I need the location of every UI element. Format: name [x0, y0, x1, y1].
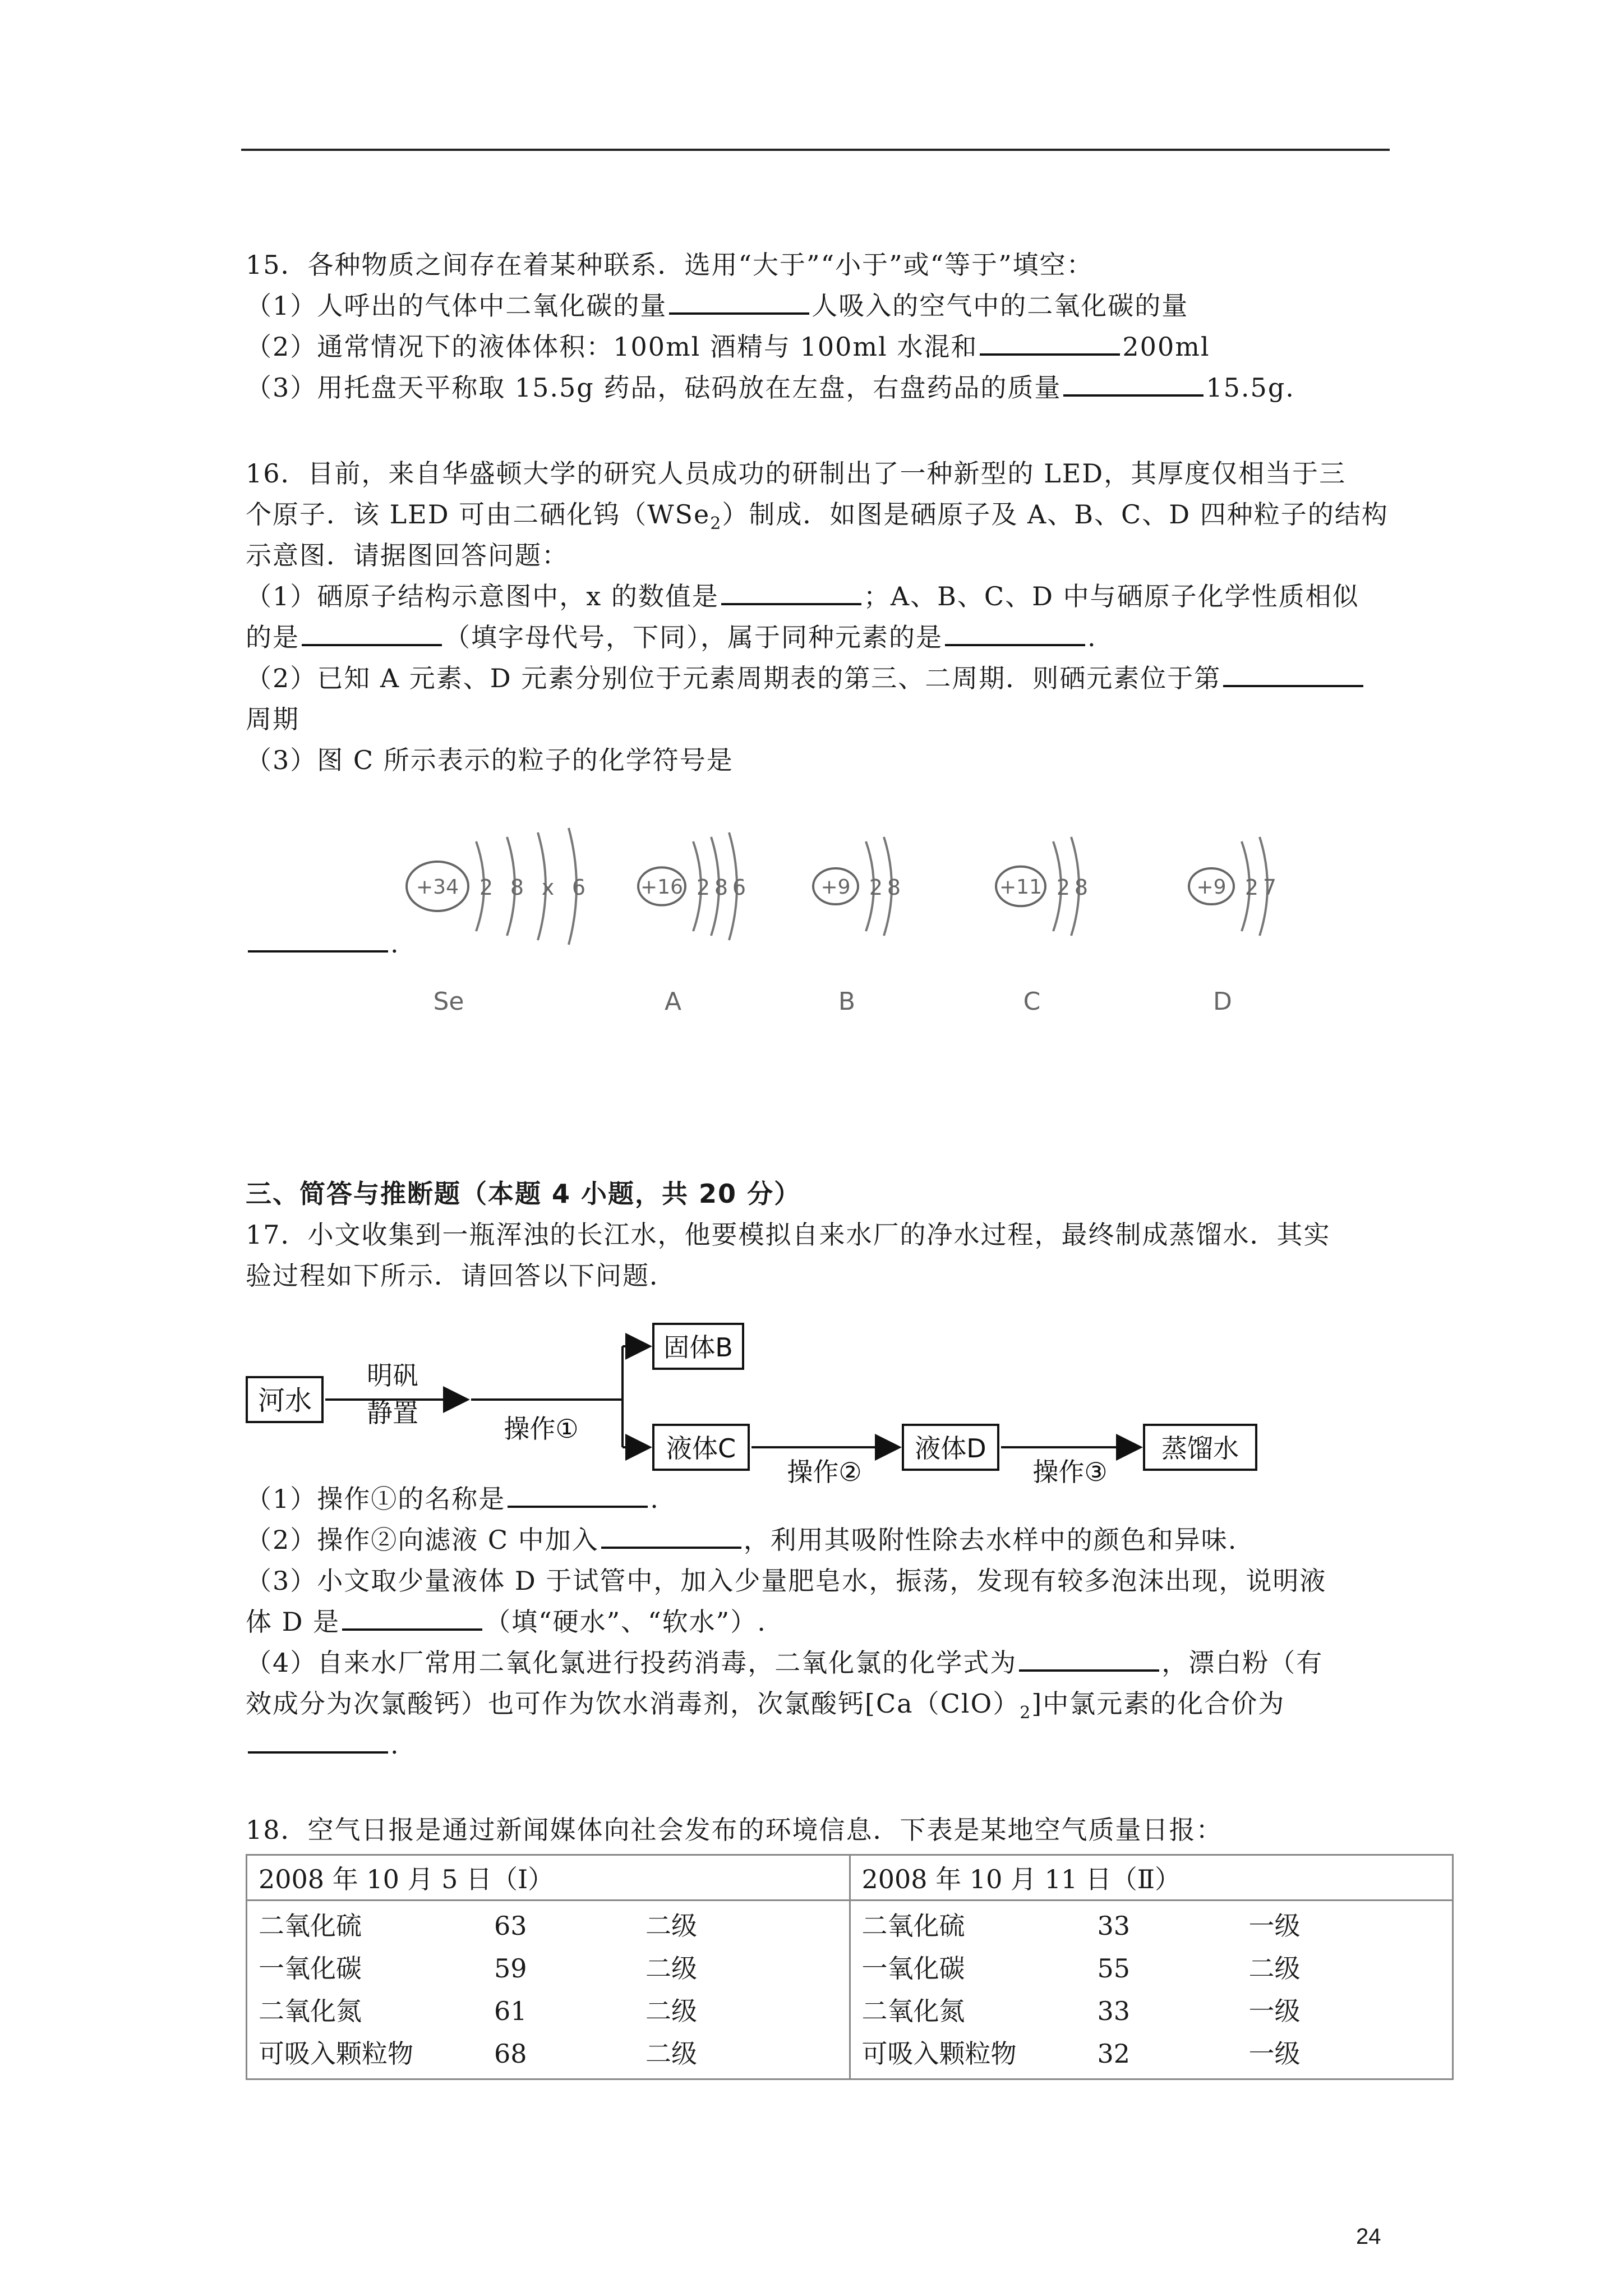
section-3-title: 三、简答与推断题（本题 4 小题，共 20 分） [246, 1179, 801, 1209]
reading-grade: 二级 [645, 2039, 697, 2069]
atom-diagram-c [996, 837, 1088, 1016]
air-quality-table [246, 1854, 1454, 2080]
reading-grade: 二级 [645, 1911, 697, 1941]
distilled-water-label: 蒸馏水 [1161, 1433, 1239, 1464]
atom-diagram-b [813, 837, 901, 1016]
shell-electron-count: 8 [887, 875, 901, 900]
shell-electron-count: 2 [696, 875, 711, 900]
q17-sub4-line3: . [246, 1727, 400, 1763]
table-row [862, 1947, 1441, 1990]
right-readings [850, 1901, 1453, 2079]
river-water-label: 河水 [257, 1385, 312, 1416]
left-date-header: 2008 年 10 月 5 日（Ⅰ） [247, 1855, 850, 1901]
answer-blank[interactable] [508, 1481, 648, 1508]
atom-label: D [1213, 987, 1232, 1016]
shell-electron-count: 8 [714, 875, 728, 900]
table-row [862, 1904, 1441, 1947]
q17-line2: 验过程如下所示．请回答以下问题． [246, 1260, 676, 1291]
q15-stem: 15．各种物质之间存在着某种联系．选用“大于”“小于”或“等于”填空： [246, 250, 1094, 280]
answer-blank[interactable] [1223, 660, 1363, 687]
water-purification-flowchart [241, 1318, 1307, 1487]
op2-label: 操作② [787, 1457, 862, 1487]
liquid-d-label: 液体D [915, 1433, 986, 1464]
table-row [862, 1990, 1441, 2032]
answer-blank[interactable] [1063, 370, 1204, 397]
alum-label: 明矾 [367, 1360, 418, 1391]
reading-name: 可吸入颗粒物 [861, 2039, 1017, 2069]
shell-electron-count: 2 [1056, 875, 1071, 900]
answer-blank[interactable] [721, 578, 861, 605]
reading-value: 33 [1097, 1996, 1131, 2026]
shell-electron-count: 8 [1074, 875, 1089, 900]
atom-label: A [664, 987, 682, 1016]
left-readings [247, 1901, 850, 2079]
settle-label: 静置 [367, 1398, 418, 1428]
op1-label: 操作① [504, 1414, 579, 1444]
table-row [862, 2032, 1441, 2075]
table-row [259, 2032, 838, 2075]
q16-line3: 示意图．请据图回答问题： [246, 540, 569, 570]
shell-electron-count: 2 [479, 875, 494, 900]
q16-line9: . [246, 926, 400, 961]
q16-line1: 16．目前，来自华盛顿大学的研究人员成功的研制出了一种新型的 LED，其厚度仅相当于三 [246, 458, 1347, 489]
reading-grade: 一级 [1248, 1996, 1301, 2026]
shell-electron-count: 6 [571, 875, 586, 900]
reading-value: 68 [494, 2039, 527, 2069]
shell-electron-count: 2 [1244, 875, 1259, 900]
answer-blank[interactable] [302, 619, 442, 646]
reading-name: 可吸入颗粒物 [259, 2039, 413, 2069]
reading-value: 61 [494, 1996, 527, 2026]
nucleus-charge: +9 [1196, 876, 1227, 899]
table-row [259, 1947, 838, 1990]
shell-electron-count: 2 [869, 875, 883, 900]
reading-value: 63 [494, 1911, 527, 1941]
shell-electron-count: 7 [1262, 875, 1277, 900]
nucleus-charge: +9 [820, 876, 851, 899]
reading-value: 55 [1097, 1953, 1131, 1984]
reading-value: 32 [1097, 2039, 1131, 2069]
answer-blank[interactable] [669, 288, 809, 315]
q17-sub1: （1）操作①的名称是 . [246, 1481, 660, 1517]
answer-blank[interactable] [248, 926, 388, 953]
reading-name: 二氧化氮 [861, 1996, 965, 2026]
reading-name: 一氧化碳 [861, 1953, 965, 1984]
nucleus-charge: +11 [999, 876, 1042, 899]
atom-diagram-a [638, 832, 746, 1016]
table-row [259, 1990, 838, 2032]
q16-line6: （2）已知 A 元素、D 元素分别位于元素周期表的第三、二周期．则硒元素位于第 [246, 660, 1366, 696]
q17-sub4-line1: （4）自来水厂常用二氧化氯进行投药消毒，二氧化氯的化学式为 ，漂白粉（有 [246, 1645, 1323, 1681]
op3-label: 操作③ [1032, 1457, 1108, 1487]
q16-line2: 个原子．该 LED 可由二硒化钨（WSe$_2$）制成．如图是硒原子及 A、B、C、D 四种粒子的结构 [246, 499, 1389, 534]
q16-line8: （3）图 C 所示表示的粒子的化学符号是 [246, 745, 734, 775]
reading-value: 33 [1097, 1911, 1131, 1941]
atom-label: B [838, 987, 856, 1016]
atom-diagram-d [1189, 837, 1276, 1016]
q16-line4: （1）硒原子结构示意图中，x 的数值是 ；A、B、C、D 中与硒原子化学性质相似 [246, 578, 1359, 614]
shell-electron-count: 8 [510, 875, 524, 900]
nucleus-charge: +34 [416, 876, 459, 899]
q16-line7: 周期 [246, 704, 299, 734]
answer-blank[interactable] [601, 1522, 741, 1549]
shell-electron-count: x [541, 875, 555, 900]
right-date-header: 2008 年 10 月 11 日（Ⅱ） [850, 1855, 1453, 1901]
reading-grade: 二级 [645, 1996, 697, 2026]
q15-part2: （2）通常情况下的液体体积：100ml 酒精与 100ml 水混和 200ml [246, 329, 1210, 365]
q17-sub2: （2）操作②向滤液 C 中加入 ，利用其吸附性除去水样中的颜色和异味. [246, 1522, 1237, 1558]
answer-blank[interactable] [248, 1727, 388, 1754]
reading-name: 一氧化碳 [259, 1953, 362, 1984]
reading-grade: 二级 [1248, 1953, 1301, 1984]
reading-grade: 二级 [645, 1953, 697, 1984]
atom-label: C [1023, 987, 1041, 1016]
reading-name: 二氧化硫 [861, 1911, 965, 1941]
q15-part3: （3）用托盘天平称取 15.5g 药品，砝码放在左盘，右盘药品的质量 15.5g. [246, 370, 1295, 406]
q15-part1: （1）人呼出的气体中二氧化碳的量 人吸入的空气中的二氧化碳的量 [246, 288, 1188, 324]
table-row [259, 1904, 838, 1947]
q16-line5: 的是 （填字母代号，下同），属于同种元素的是 . [246, 619, 1097, 655]
answer-blank[interactable] [945, 619, 1085, 646]
atom-label: Se [433, 987, 464, 1016]
q17-sub3-line1: （3）小文取少量液体 D 于试管中，加入少量肥皂水，振荡，发现有较多泡沫出现，说明液 [246, 1566, 1327, 1596]
page-number: 24 [1356, 2224, 1381, 2249]
answer-blank[interactable] [980, 329, 1120, 356]
q17-line1: 17．小文收集到一瓶浑浊的长江水，他要模拟自来水厂的净水过程，最终制成蒸馏水．其实 [246, 1220, 1331, 1250]
shell-electron-count: 6 [732, 875, 746, 900]
nucleus-charge: +16 [640, 876, 683, 899]
atom-structure-figure [393, 825, 1346, 1060]
q17-sub3-line2: 体 D 是 （填“硬水”、“软水”）. [246, 1604, 767, 1640]
reading-name: 二氧化氮 [259, 1996, 362, 2026]
solid-b-label: 固体B [663, 1332, 733, 1363]
reading-value: 59 [494, 1953, 527, 1984]
liquid-c-label: 液体C [666, 1433, 736, 1464]
answer-blank[interactable] [1019, 1645, 1159, 1672]
header-rule [241, 149, 1390, 151]
answer-blank[interactable] [342, 1604, 482, 1631]
q18-stem: 18．空气日报是通过新闻媒体向社会发布的环境信息．下表是某地空气质量日报： [246, 1815, 1223, 1845]
reading-grade: 一级 [1248, 1911, 1301, 1941]
reading-grade: 一级 [1248, 2039, 1301, 2069]
q17-sub4-line2: 效成分为次氯酸钙）也可作为饮水消毒剂，次氯酸钙$[Ca(ClO)_2]$中氯元素的化合价为 [246, 1688, 1285, 1723]
reading-name: 二氧化硫 [259, 1911, 362, 1941]
atom-diagram-se [407, 828, 585, 1016]
